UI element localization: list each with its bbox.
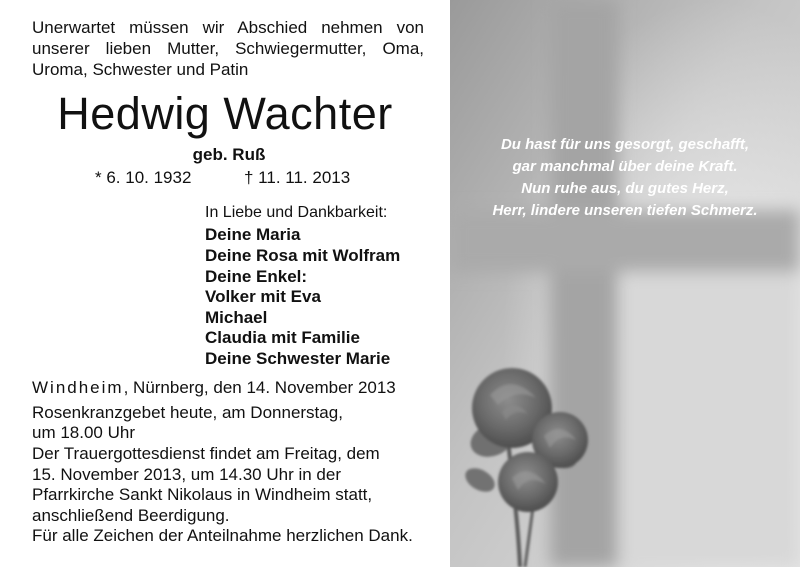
family-member: Michael — [205, 308, 268, 327]
info-line: Rosenkranzgebet heute, am Donnerstag, — [32, 403, 343, 422]
info-line: anschließend Beerdigung. — [32, 506, 230, 525]
family-member: Deine Maria — [205, 225, 301, 244]
place-name: Windheim — [32, 378, 124, 397]
thanks-line: In Liebe und Dankbarkeit: — [205, 204, 388, 221]
family-member: Deine Rosa mit Wolfram — [205, 246, 401, 265]
photo-panel — [450, 0, 800, 567]
poem-line: Nun ruhe aus, du gutes Herz, — [521, 180, 729, 197]
poem — [450, 134, 800, 222]
intro-line: unserer lieben Mutter, Schwiegermutter, Oma, — [32, 39, 424, 58]
info-line: um 18.00 Uhr — [32, 423, 135, 442]
family-member: Claudia mit Familie — [205, 328, 360, 347]
family-member: Deine Enkel: — [205, 267, 308, 286]
cross-and-roses-photo — [450, 0, 800, 567]
place-and-date — [32, 378, 396, 398]
family-member: Volker mit Eva — [205, 287, 321, 306]
family-member: Deine Schwester Marie — [205, 349, 391, 368]
info-line: Pfarrkirche Sankt Nikolaus in Windheim statt, — [32, 485, 373, 504]
death-date: † 11. 11. 2013 — [244, 168, 351, 187]
poem-line: Herr, lindere unseren tiefen Schmerz. — [492, 202, 758, 219]
poem-line: gar manchmal über deine Kraft. — [512, 158, 738, 175]
maiden-name: geb. Ruß — [192, 145, 266, 164]
intro-line: Unerwartet müssen wir Abschied nehmen von — [32, 18, 424, 37]
info-line: Für alle Zeichen der Anteilnahme herzlichen Dank. — [32, 526, 413, 545]
poem-line: Du hast für uns gesorgt, geschafft, — [500, 136, 750, 153]
info-line: 15. November 2013, um 14.30 Uhr in der — [32, 465, 342, 484]
date-text: , Nürnberg, den 14. November 2013 — [123, 378, 396, 397]
info-line: Der Trauergottesdienst findet am Freitag, dem — [32, 444, 380, 463]
deceased-name: Hedwig Wachter — [57, 88, 393, 139]
intro-line: Uroma, Schwester und Patin — [32, 60, 249, 79]
birth-date: * 6. 10. 1932 — [95, 168, 192, 187]
